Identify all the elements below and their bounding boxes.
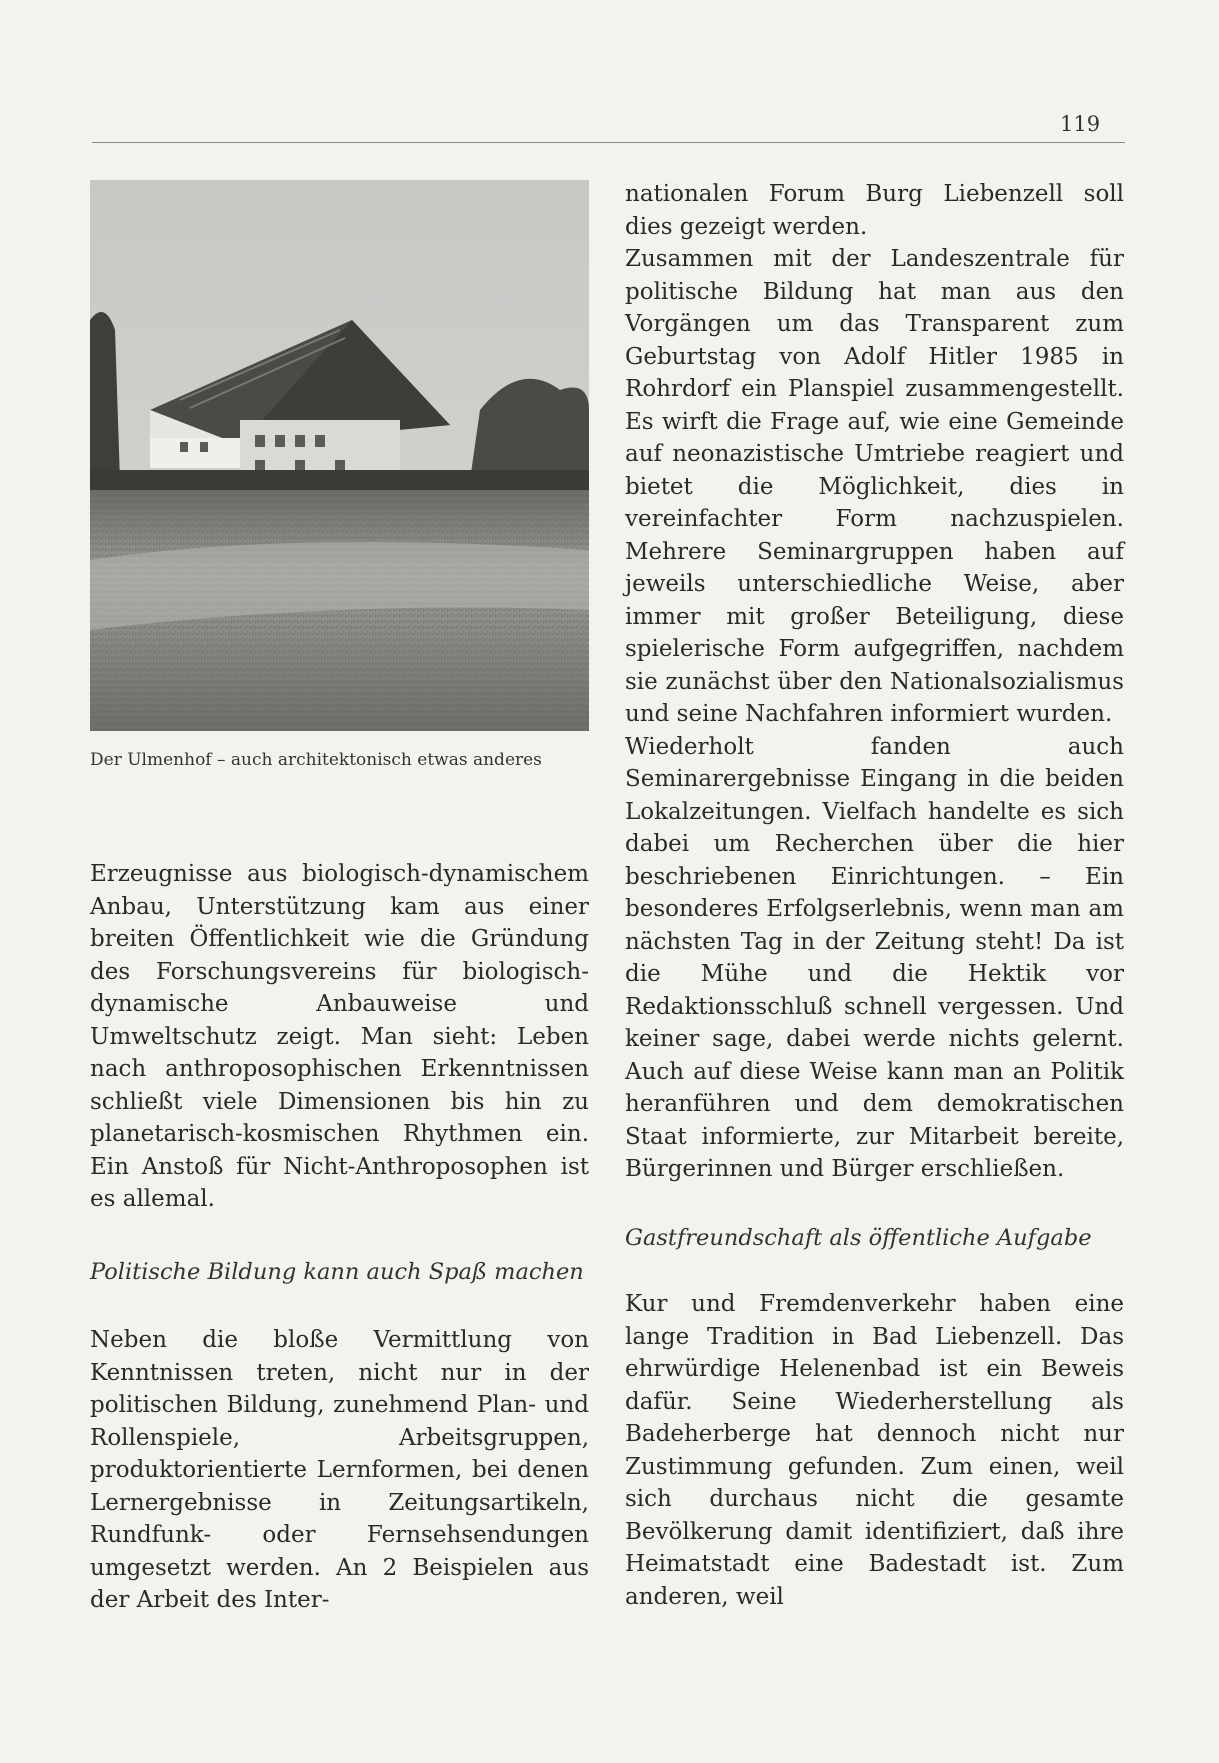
left-paragraph-2-text: Neben die bloße Vermittlung von Kenntnissen treten, nicht nur in der politischen Bildung, zunehmend Plan- und Rollenspiele, Arbeitsgruppen, produktorientierte Lernformen, bei denen Lernergebnisse in Zeitungsartikeln, Rundfunk- oder Fernsehsendungen umgesetzt werden. An 2 Beispielen aus der Arbeit des Inter- [90,1327,589,1613]
right-paragraph-4-text: Kur und Fremdenverkehr haben eine lange Tradition in Bad Liebenzell. Das ehrwürdige Helenenbad ist ein Beweis dafür. Seine Wiederherstellung als Badeherberge hat dennoch nicht nur Zustimmung gefunden. Zum einen, weil sich durchaus nicht die gesamte Bevölkerung damit identifiziert, daß ihre Heimatstadt eine Badestadt ist. Zum anderen, weil [625,1291,1124,1610]
farmhouse-photo [90,180,589,731]
left-section-heading: Politische Bildung kann auch Spaß machen [90,1259,584,1285]
right-paragraph-4 [625,1288,1124,1613]
right-paragraphs [625,178,1124,1186]
left-paragraph-1 [90,858,589,1216]
right-paragraph-2: Zusammen mit der Landeszentrale für politische Bildung hat man aus den Vorgängen um das Transparent zum Geburtstag von Adolf Hitler 1985 in Rohrdorf ein Planspiel zusammengestellt. Es wirft die Frage auf, wie eine Gemeinde auf neonazistische Umtriebe reagiert und bietet die Möglichkeit, dies in vereinfachter Form nachzuspielen. Mehrere Seminargruppen haben auf jeweils unterschiedliche Weise, aber immer mit großer Beteiligung, diese spielerische Form aufgegriffen, nachdem sie zunächst über den Nationalsozialismus und seine Nachfahren informiert wurden. [625,246,1124,727]
page-number: 119 [1060,112,1101,136]
photo-caption: Der Ulmenhof – auch architektonisch etwas anderes [90,750,542,770]
header-rule [92,142,1125,143]
right-paragraph-3: Wiederholt fanden auch Seminarergebnisse Eingang in die beiden Lokalzeitungen. Vielfach handelte es sich dabei um Recherchen über die hier beschriebenen Einrichtungen. – Ein besonderes Erfolgserlebnis, wenn man am nächsten Tag in der Zeitung steht! Da ist die Mühe und die Hektik vor Redaktionsschluß schnell vergessen. Und keiner sage, dabei werde nichts gelernt. Auch auf diese Weise kann man an Politik heranführen und dem demokratischen Staat informierte, zur Mitarbeit bereite, Bürgerinnen und Bürger erschließen. [625,733,1124,1182]
left-paragraph-2 [90,1324,589,1617]
left-paragraph-1-text: Erzeugnisse aus biologisch-dynamischem Anbau, Unterstützung kam aus einer breiten Öffentlichkeit wie die Gründung des Forschungsvereins für biologisch-dynamische Anbauweise und Umweltschutz zeigt. Man sieht: Leben nach anthroposophischen Erkenntnissen schließt viele Dimensionen bis hin zu planetarisch-kosmischen Rhythmen ein. Ein Anstoß für Nicht-Anthroposophen ist es allemal. [90,861,589,1212]
right-paragraph-1: nationalen Forum Burg Liebenzell soll dies gezeigt werden. [625,181,1124,240]
right-section-heading: Gastfreundschaft als öffentliche Aufgabe [625,1225,1092,1251]
photo-graphic [90,180,589,731]
